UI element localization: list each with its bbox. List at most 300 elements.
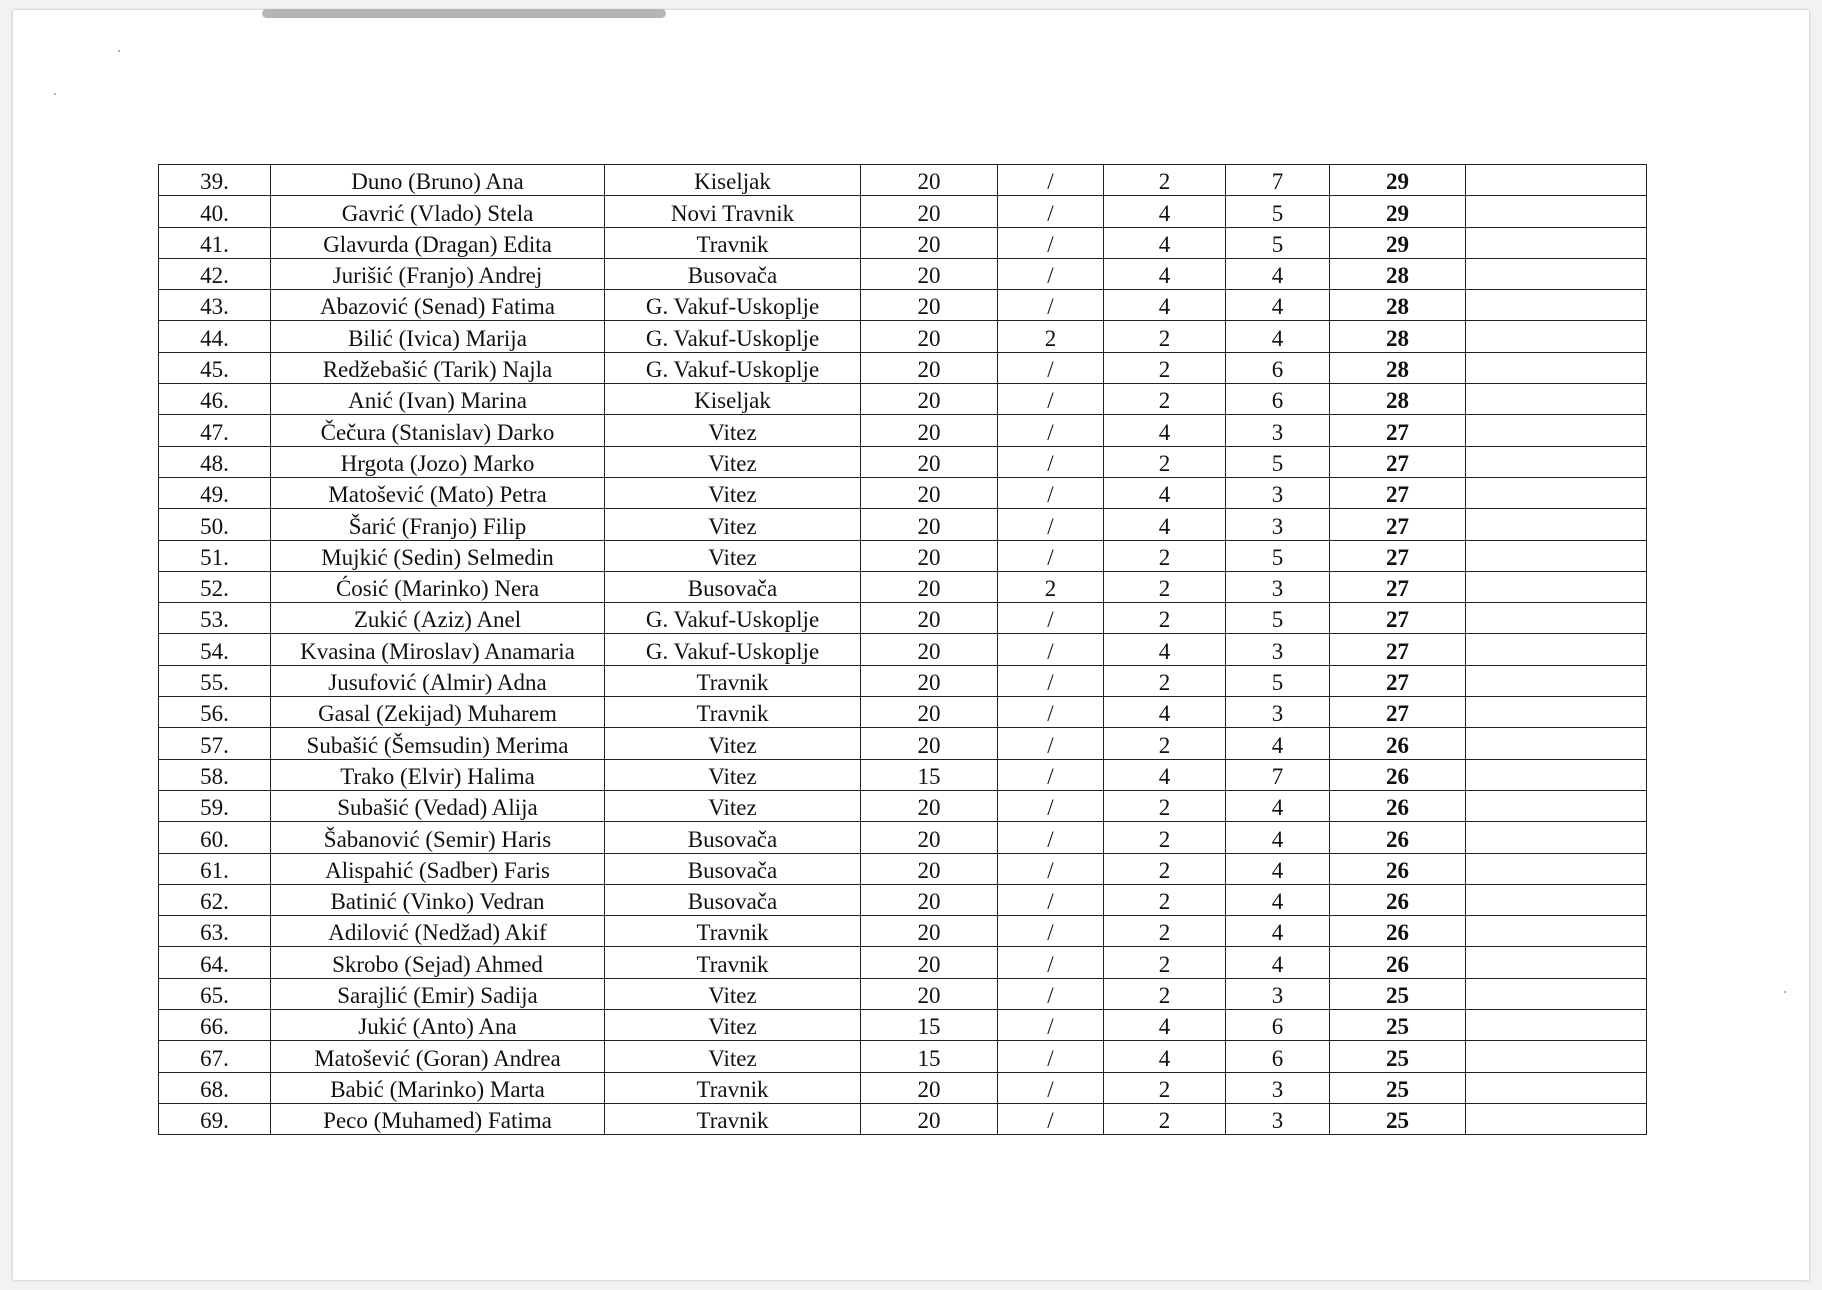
total-cell: 26 xyxy=(1330,759,1466,790)
score-1-cell: 20 xyxy=(861,571,998,602)
row-number-cell: 43. xyxy=(159,290,271,321)
city-cell: Travnik xyxy=(605,227,861,258)
score-2-cell: / xyxy=(998,790,1104,821)
city-cell: Kiseljak xyxy=(605,384,861,415)
score-3-cell: 2 xyxy=(1104,571,1226,602)
score-1-cell: 20 xyxy=(861,509,998,540)
score-1-cell: 20 xyxy=(861,1103,998,1134)
row-number-cell: 49. xyxy=(159,477,271,508)
note-cell xyxy=(1466,822,1647,853)
name-cell: Anić (Ivan) Marina xyxy=(271,384,605,415)
table-row xyxy=(159,728,1647,759)
table-row xyxy=(159,916,1647,947)
score-2-cell: / xyxy=(998,884,1104,915)
score-4-cell: 5 xyxy=(1226,665,1330,696)
note-cell xyxy=(1466,884,1647,915)
row-number-cell: 66. xyxy=(159,1010,271,1041)
total-cell: 26 xyxy=(1330,916,1466,947)
score-3-cell: 2 xyxy=(1104,978,1226,1009)
table-row xyxy=(159,446,1647,477)
table-row xyxy=(159,415,1647,446)
score-2-cell: / xyxy=(998,196,1104,227)
name-cell: Peco (Muhamed) Fatima xyxy=(271,1103,605,1134)
score-1-cell: 20 xyxy=(861,790,998,821)
table-row xyxy=(159,822,1647,853)
score-3-cell: 4 xyxy=(1104,634,1226,665)
table-row xyxy=(159,196,1647,227)
score-2-cell: / xyxy=(998,665,1104,696)
score-1-cell: 20 xyxy=(861,947,998,978)
score-3-cell: 2 xyxy=(1104,384,1226,415)
score-2-cell: / xyxy=(998,509,1104,540)
score-4-cell: 3 xyxy=(1226,634,1330,665)
score-1-cell: 20 xyxy=(861,697,998,728)
total-cell: 28 xyxy=(1330,384,1466,415)
score-3-cell: 2 xyxy=(1104,1072,1226,1103)
name-cell: Subašić (Vedad) Alija xyxy=(271,790,605,821)
note-cell xyxy=(1466,477,1647,508)
table-row xyxy=(159,634,1647,665)
score-3-cell: 4 xyxy=(1104,1041,1226,1072)
total-cell: 27 xyxy=(1330,571,1466,602)
city-cell: Novi Travnik xyxy=(605,196,861,227)
city-cell: Travnik xyxy=(605,947,861,978)
city-cell: Travnik xyxy=(605,697,861,728)
city-cell: Vitez xyxy=(605,1041,861,1072)
name-cell: Mujkić (Sedin) Selmedin xyxy=(271,540,605,571)
name-cell: Kvasina (Miroslav) Anamaria xyxy=(271,634,605,665)
score-1-cell: 20 xyxy=(861,540,998,571)
score-4-cell: 3 xyxy=(1226,697,1330,728)
score-4-cell: 5 xyxy=(1226,196,1330,227)
score-3-cell: 2 xyxy=(1104,665,1226,696)
note-cell xyxy=(1466,227,1647,258)
score-2-cell: / xyxy=(998,822,1104,853)
city-cell: Kiseljak xyxy=(605,165,861,196)
total-cell: 26 xyxy=(1330,790,1466,821)
row-number-cell: 56. xyxy=(159,697,271,728)
name-cell: Duno (Bruno) Ana xyxy=(271,165,605,196)
name-cell: Jukić (Anto) Ana xyxy=(271,1010,605,1041)
city-cell: Travnik xyxy=(605,1103,861,1134)
city-cell: Busovača xyxy=(605,822,861,853)
row-number-cell: 48. xyxy=(159,446,271,477)
name-cell: Bilić (Ivica) Marija xyxy=(271,321,605,352)
name-cell: Ćosić (Marinko) Nera xyxy=(271,571,605,602)
row-number-cell: 61. xyxy=(159,853,271,884)
score-3-cell: 4 xyxy=(1104,227,1226,258)
score-1-cell: 20 xyxy=(861,477,998,508)
score-3-cell: 4 xyxy=(1104,697,1226,728)
score-1-cell: 20 xyxy=(861,916,998,947)
city-cell: Vitez xyxy=(605,1010,861,1041)
score-2-cell: / xyxy=(998,728,1104,759)
score-3-cell: 2 xyxy=(1104,1103,1226,1134)
score-3-cell: 2 xyxy=(1104,540,1226,571)
score-3-cell: 4 xyxy=(1104,415,1226,446)
total-cell: 25 xyxy=(1330,1072,1466,1103)
name-cell: Skrobo (Sejad) Ahmed xyxy=(271,947,605,978)
score-2-cell: / xyxy=(998,384,1104,415)
total-cell: 27 xyxy=(1330,509,1466,540)
scan-speck xyxy=(118,50,120,52)
results-table xyxy=(158,164,1647,1135)
total-cell: 28 xyxy=(1330,321,1466,352)
score-4-cell: 4 xyxy=(1226,822,1330,853)
total-cell: 29 xyxy=(1330,196,1466,227)
table-row xyxy=(159,697,1647,728)
score-1-cell: 20 xyxy=(861,290,998,321)
city-cell: G. Vakuf-Uskoplje xyxy=(605,352,861,383)
score-3-cell: 2 xyxy=(1104,853,1226,884)
note-cell xyxy=(1466,1010,1647,1041)
city-cell: Vitez xyxy=(605,978,861,1009)
name-cell: Jusufović (Almir) Adna xyxy=(271,665,605,696)
score-1-cell: 20 xyxy=(861,227,998,258)
score-2-cell: / xyxy=(998,1072,1104,1103)
note-cell xyxy=(1466,916,1647,947)
score-1-cell: 20 xyxy=(861,822,998,853)
score-1-cell: 20 xyxy=(861,384,998,415)
row-number-cell: 39. xyxy=(159,165,271,196)
city-cell: Busovača xyxy=(605,258,861,289)
score-1-cell: 15 xyxy=(861,1010,998,1041)
score-2-cell: / xyxy=(998,697,1104,728)
score-1-cell: 20 xyxy=(861,321,998,352)
total-cell: 27 xyxy=(1330,634,1466,665)
city-cell: G. Vakuf-Uskoplje xyxy=(605,603,861,634)
score-4-cell: 5 xyxy=(1226,540,1330,571)
score-4-cell: 4 xyxy=(1226,884,1330,915)
score-2-cell: / xyxy=(998,853,1104,884)
score-4-cell: 7 xyxy=(1226,165,1330,196)
score-3-cell: 2 xyxy=(1104,947,1226,978)
note-cell xyxy=(1466,352,1647,383)
score-3-cell: 2 xyxy=(1104,728,1226,759)
scan-speck xyxy=(54,93,56,95)
total-cell: 28 xyxy=(1330,290,1466,321)
score-1-cell: 20 xyxy=(861,634,998,665)
score-2-cell: / xyxy=(998,978,1104,1009)
row-number-cell: 46. xyxy=(159,384,271,415)
score-2-cell: / xyxy=(998,258,1104,289)
row-number-cell: 52. xyxy=(159,571,271,602)
table-row xyxy=(159,290,1647,321)
row-number-cell: 69. xyxy=(159,1103,271,1134)
table-row xyxy=(159,1103,1647,1134)
note-cell xyxy=(1466,321,1647,352)
score-2-cell: / xyxy=(998,446,1104,477)
score-3-cell: 2 xyxy=(1104,352,1226,383)
row-number-cell: 63. xyxy=(159,916,271,947)
note-cell xyxy=(1466,290,1647,321)
total-cell: 28 xyxy=(1330,352,1466,383)
score-1-cell: 20 xyxy=(861,884,998,915)
total-cell: 27 xyxy=(1330,540,1466,571)
score-3-cell: 2 xyxy=(1104,884,1226,915)
name-cell: Subašić (Šemsudin) Merima xyxy=(271,728,605,759)
table-row xyxy=(159,853,1647,884)
row-number-cell: 59. xyxy=(159,790,271,821)
total-cell: 27 xyxy=(1330,665,1466,696)
row-number-cell: 58. xyxy=(159,759,271,790)
total-cell: 25 xyxy=(1330,1041,1466,1072)
total-cell: 26 xyxy=(1330,853,1466,884)
city-cell: Travnik xyxy=(605,1072,861,1103)
score-4-cell: 3 xyxy=(1226,477,1330,508)
name-cell: Čečura (Stanislav) Darko xyxy=(271,415,605,446)
table-row xyxy=(159,1010,1647,1041)
score-1-cell: 20 xyxy=(861,352,998,383)
note-cell xyxy=(1466,728,1647,759)
table-row xyxy=(159,759,1647,790)
score-1-cell: 20 xyxy=(861,728,998,759)
row-number-cell: 41. xyxy=(159,227,271,258)
name-cell: Sarajlić (Emir) Sadija xyxy=(271,978,605,1009)
score-3-cell: 2 xyxy=(1104,916,1226,947)
results-table-body xyxy=(159,165,1647,1135)
name-cell: Abazović (Senad) Fatima xyxy=(271,290,605,321)
score-3-cell: 2 xyxy=(1104,446,1226,477)
score-1-cell: 20 xyxy=(861,258,998,289)
score-4-cell: 6 xyxy=(1226,1041,1330,1072)
score-2-cell: / xyxy=(998,352,1104,383)
city-cell: Vitez xyxy=(605,509,861,540)
score-4-cell: 4 xyxy=(1226,947,1330,978)
name-cell: Matošević (Mato) Petra xyxy=(271,477,605,508)
score-2-cell: / xyxy=(998,227,1104,258)
score-3-cell: 4 xyxy=(1104,290,1226,321)
score-3-cell: 2 xyxy=(1104,822,1226,853)
total-cell: 27 xyxy=(1330,603,1466,634)
city-cell: Busovača xyxy=(605,884,861,915)
city-cell: G. Vakuf-Uskoplje xyxy=(605,290,861,321)
row-number-cell: 42. xyxy=(159,258,271,289)
score-2-cell: / xyxy=(998,415,1104,446)
score-4-cell: 4 xyxy=(1226,290,1330,321)
score-2-cell: / xyxy=(998,1103,1104,1134)
total-cell: 25 xyxy=(1330,1010,1466,1041)
row-number-cell: 68. xyxy=(159,1072,271,1103)
total-cell: 27 xyxy=(1330,477,1466,508)
table-row xyxy=(159,352,1647,383)
name-cell: Šabanović (Semir) Haris xyxy=(271,822,605,853)
score-3-cell: 2 xyxy=(1104,603,1226,634)
table-row xyxy=(159,540,1647,571)
table-row xyxy=(159,603,1647,634)
city-cell: Travnik xyxy=(605,916,861,947)
name-cell: Babić (Marinko) Marta xyxy=(271,1072,605,1103)
note-cell xyxy=(1466,540,1647,571)
city-cell: Travnik xyxy=(605,665,861,696)
note-cell xyxy=(1466,571,1647,602)
note-cell xyxy=(1466,665,1647,696)
note-cell xyxy=(1466,446,1647,477)
score-1-cell: 20 xyxy=(861,165,998,196)
city-cell: G. Vakuf-Uskoplje xyxy=(605,634,861,665)
total-cell: 25 xyxy=(1330,1103,1466,1134)
total-cell: 26 xyxy=(1330,884,1466,915)
row-number-cell: 57. xyxy=(159,728,271,759)
row-number-cell: 64. xyxy=(159,947,271,978)
score-3-cell: 4 xyxy=(1104,1010,1226,1041)
name-cell: Zukić (Aziz) Anel xyxy=(271,603,605,634)
note-cell xyxy=(1466,697,1647,728)
table-row xyxy=(159,384,1647,415)
total-cell: 29 xyxy=(1330,227,1466,258)
row-number-cell: 54. xyxy=(159,634,271,665)
total-cell: 28 xyxy=(1330,258,1466,289)
score-2-cell: 2 xyxy=(998,571,1104,602)
row-number-cell: 65. xyxy=(159,978,271,1009)
table-row xyxy=(159,884,1647,915)
score-4-cell: 5 xyxy=(1226,446,1330,477)
row-number-cell: 40. xyxy=(159,196,271,227)
score-2-cell: / xyxy=(998,477,1104,508)
score-4-cell: 4 xyxy=(1226,853,1330,884)
table-row xyxy=(159,978,1647,1009)
name-cell: Gasal (Zekijad) Muharem xyxy=(271,697,605,728)
score-4-cell: 7 xyxy=(1226,759,1330,790)
score-3-cell: 4 xyxy=(1104,258,1226,289)
note-cell xyxy=(1466,603,1647,634)
note-cell xyxy=(1466,415,1647,446)
name-cell: Šarić (Franjo) Filip xyxy=(271,509,605,540)
horizontal-scrollbar[interactable] xyxy=(262,9,666,18)
score-4-cell: 6 xyxy=(1226,384,1330,415)
row-number-cell: 62. xyxy=(159,884,271,915)
score-1-cell: 20 xyxy=(861,446,998,477)
score-1-cell: 20 xyxy=(861,853,998,884)
score-1-cell: 20 xyxy=(861,978,998,1009)
city-cell: Vitez xyxy=(605,790,861,821)
score-4-cell: 3 xyxy=(1226,978,1330,1009)
name-cell: Matošević (Goran) Andrea xyxy=(271,1041,605,1072)
score-4-cell: 3 xyxy=(1226,1072,1330,1103)
score-4-cell: 3 xyxy=(1226,1103,1330,1134)
name-cell: Trako (Elvir) Halima xyxy=(271,759,605,790)
score-4-cell: 3 xyxy=(1226,571,1330,602)
score-4-cell: 5 xyxy=(1226,227,1330,258)
score-3-cell: 4 xyxy=(1104,196,1226,227)
city-cell: G. Vakuf-Uskoplje xyxy=(605,321,861,352)
table-row xyxy=(159,509,1647,540)
score-2-cell: / xyxy=(998,634,1104,665)
score-2-cell: 2 xyxy=(998,321,1104,352)
score-1-cell: 15 xyxy=(861,1041,998,1072)
table-row xyxy=(159,477,1647,508)
score-1-cell: 15 xyxy=(861,759,998,790)
score-2-cell: / xyxy=(998,540,1104,571)
score-2-cell: / xyxy=(998,1041,1104,1072)
name-cell: Alispahić (Sadber) Faris xyxy=(271,853,605,884)
total-cell: 26 xyxy=(1330,728,1466,759)
table-row xyxy=(159,258,1647,289)
score-4-cell: 5 xyxy=(1226,603,1330,634)
score-4-cell: 6 xyxy=(1226,352,1330,383)
score-1-cell: 20 xyxy=(861,603,998,634)
row-number-cell: 45. xyxy=(159,352,271,383)
score-1-cell: 20 xyxy=(861,196,998,227)
score-4-cell: 4 xyxy=(1226,258,1330,289)
name-cell: Adilović (Nedžad) Akif xyxy=(271,916,605,947)
table-row xyxy=(159,1041,1647,1072)
name-cell: Batinić (Vinko) Vedran xyxy=(271,884,605,915)
name-cell: Redžebašić (Tarik) Najla xyxy=(271,352,605,383)
score-2-cell: / xyxy=(998,947,1104,978)
row-number-cell: 53. xyxy=(159,603,271,634)
city-cell: Vitez xyxy=(605,477,861,508)
score-4-cell: 6 xyxy=(1226,1010,1330,1041)
table-row xyxy=(159,947,1647,978)
name-cell: Gavrić (Vlado) Stela xyxy=(271,196,605,227)
table-row xyxy=(159,227,1647,258)
score-1-cell: 20 xyxy=(861,1072,998,1103)
score-4-cell: 3 xyxy=(1226,415,1330,446)
note-cell xyxy=(1466,947,1647,978)
city-cell: Vitez xyxy=(605,728,861,759)
row-number-cell: 55. xyxy=(159,665,271,696)
total-cell: 27 xyxy=(1330,446,1466,477)
total-cell: 27 xyxy=(1330,415,1466,446)
note-cell xyxy=(1466,509,1647,540)
note-cell xyxy=(1466,853,1647,884)
note-cell xyxy=(1466,384,1647,415)
row-number-cell: 50. xyxy=(159,509,271,540)
score-2-cell: / xyxy=(998,916,1104,947)
note-cell xyxy=(1466,1041,1647,1072)
city-cell: Vitez xyxy=(605,540,861,571)
note-cell xyxy=(1466,258,1647,289)
note-cell xyxy=(1466,1103,1647,1134)
score-3-cell: 2 xyxy=(1104,790,1226,821)
score-1-cell: 20 xyxy=(861,415,998,446)
score-3-cell: 4 xyxy=(1104,509,1226,540)
city-cell: Busovača xyxy=(605,571,861,602)
row-number-cell: 47. xyxy=(159,415,271,446)
total-cell: 26 xyxy=(1330,947,1466,978)
table-row xyxy=(159,165,1647,196)
score-2-cell: / xyxy=(998,1010,1104,1041)
city-cell: Busovača xyxy=(605,853,861,884)
total-cell: 29 xyxy=(1330,165,1466,196)
row-number-cell: 67. xyxy=(159,1041,271,1072)
name-cell: Jurišić (Franjo) Andrej xyxy=(271,258,605,289)
total-cell: 25 xyxy=(1330,978,1466,1009)
score-4-cell: 4 xyxy=(1226,728,1330,759)
city-cell: Vitez xyxy=(605,446,861,477)
table-row xyxy=(159,1072,1647,1103)
name-cell: Glavurda (Dragan) Edita xyxy=(271,227,605,258)
score-4-cell: 3 xyxy=(1226,509,1330,540)
row-number-cell: 44. xyxy=(159,321,271,352)
score-2-cell: / xyxy=(998,603,1104,634)
total-cell: 26 xyxy=(1330,822,1466,853)
score-3-cell: 2 xyxy=(1104,321,1226,352)
score-2-cell: / xyxy=(998,165,1104,196)
table-row xyxy=(159,321,1647,352)
note-cell xyxy=(1466,978,1647,1009)
note-cell xyxy=(1466,1072,1647,1103)
note-cell xyxy=(1466,165,1647,196)
score-1-cell: 20 xyxy=(861,665,998,696)
name-cell: Hrgota (Jozo) Marko xyxy=(271,446,605,477)
table-row xyxy=(159,790,1647,821)
total-cell: 27 xyxy=(1330,697,1466,728)
table-row xyxy=(159,571,1647,602)
score-3-cell: 4 xyxy=(1104,477,1226,508)
note-cell xyxy=(1466,759,1647,790)
